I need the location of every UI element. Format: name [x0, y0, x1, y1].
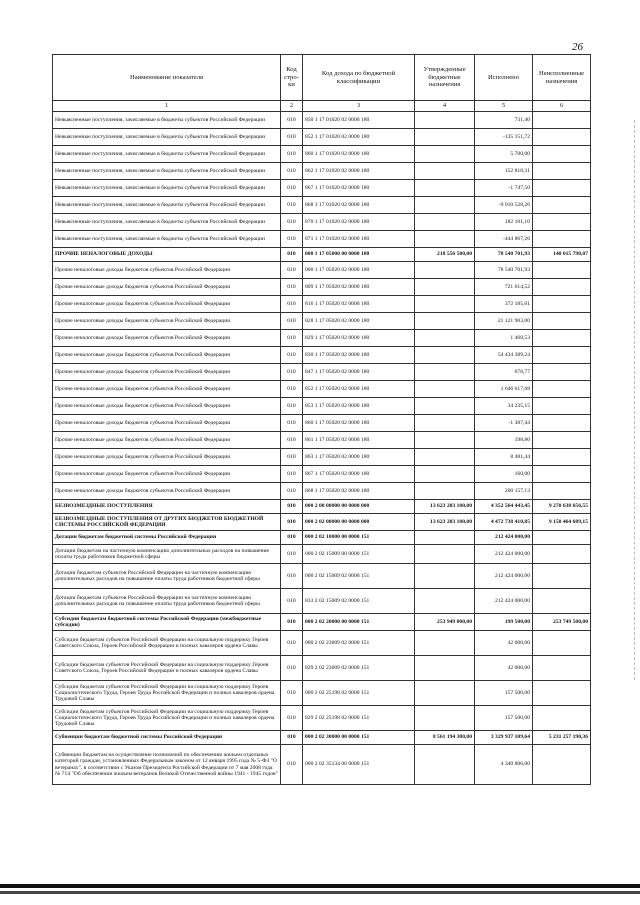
approved-amount: [415, 163, 475, 180]
row-code: 010: [281, 180, 303, 197]
table-row: [53, 129, 591, 146]
row-name: ПРОЧИЕ НЕНАЛОГОВЫЕ ДОХОДЫ: [53, 248, 281, 262]
row-code: 010: [281, 214, 303, 231]
unexecuted-amount: [533, 163, 591, 180]
row-name: Субсидии бюджетам субъектов Российской Федерации на социальную поддержку Героев Советского Союза, Героев Российской Федерации и полных кавалеров ордена Славы: [53, 656, 281, 681]
income-code: 868 1 17 05020 02 0000 180: [303, 483, 415, 500]
executed-amount: 78 540 701,93: [475, 248, 533, 262]
income-code: 852 1 17 01020 02 0000 180: [303, 129, 415, 146]
income-code: 867 1 17 05020 02 0000 180: [303, 466, 415, 483]
approved-amount: [415, 545, 475, 564]
table-row: [53, 296, 591, 313]
table-row: [53, 681, 591, 706]
row-code: 010: [281, 731, 303, 745]
row-code: 010: [281, 398, 303, 415]
header-row: [53, 55, 591, 101]
table-row: [53, 466, 591, 483]
scan-edge-line: [634, 120, 636, 680]
income-code: 000 2 02 20000 00 0000 151: [303, 614, 415, 631]
approved-amount: [415, 231, 475, 248]
row-name: Прочие неналоговые доходы бюджетов субъектов Российской Федерации: [53, 415, 281, 432]
table-row: [53, 180, 591, 197]
row-code: 010: [281, 129, 303, 146]
approved-amount: [415, 296, 475, 313]
approved-amount: [415, 197, 475, 214]
income-code: 861 1 17 05020 02 0000 180: [303, 432, 415, 449]
table-row: [53, 231, 591, 248]
income-code: 000 2 02 23009 02 0000 151: [303, 631, 415, 656]
row-name: Дотации бюджетам бюджетной системы Российской Федерации: [53, 531, 281, 545]
income-code: 000 1 17 05020 02 0000 180: [303, 262, 415, 279]
income-code: 829 2 02 23009 02 0000 151: [303, 656, 415, 681]
income-code: 852 1 17 05020 02 0000 180: [303, 381, 415, 398]
executed-amount: 200 157,13: [475, 483, 533, 500]
table-row: [53, 112, 591, 129]
income-code: 860 1 17 05020 02 0000 180: [303, 415, 415, 432]
approved-amount: [415, 180, 475, 197]
income-code: 850 1 17 01020 02 0000 180: [303, 112, 415, 129]
row-code: 010: [281, 262, 303, 279]
income-code: 862 1 17 01020 02 0000 180: [303, 163, 415, 180]
table-row: [53, 706, 591, 731]
row-name: Невыясненные поступления, зачисляемые в бюджеты субъектов Российской Федерации: [53, 197, 281, 214]
income-code: 809 1 17 05020 02 0000 180: [303, 279, 415, 296]
row-name: Дотации бюджетам субъектов Российской Федерации на частичную компенсацию дополнительных расходов на повышение оплаты труда работников бюджетной сферы: [53, 589, 281, 614]
row-code: 010: [281, 279, 303, 296]
executed-amount: 4 340 806,00: [475, 745, 533, 785]
executed-amount: 678,77: [475, 364, 533, 381]
income-code: 000 2 00 00000 00 0000 000: [303, 500, 415, 514]
approved-amount: [415, 483, 475, 500]
table-row: [53, 514, 591, 531]
table-row: [53, 347, 591, 364]
income-code: 000 2 02 00000 00 0000 000: [303, 514, 415, 531]
executed-amount: 42 000,00: [475, 656, 533, 681]
table-row: [53, 564, 591, 589]
approved-amount: [415, 564, 475, 589]
row-name: Дотации бюджетам на частичную компенсацию дополнительных расходов на повышение оплаты труда работников бюджетной сферы: [53, 545, 281, 564]
income-code: 870 1 17 01020 02 0000 180: [303, 214, 415, 231]
executed-amount: 4 472 738 410,85: [475, 514, 533, 531]
table-row: [53, 364, 591, 381]
table-row: [53, 432, 591, 449]
row-name: Прочие неналоговые доходы бюджетов субъектов Российской Федерации: [53, 330, 281, 347]
row-name: Прочие неналоговые доходы бюджетов субъектов Российской Федерации: [53, 432, 281, 449]
row-code: 010: [281, 197, 303, 214]
row-name: Субвенции бюджетам на осуществление полномочий по обеспечению жильем отдельных категорий граждан, установленных Федеральным законом от 12 января 1995 года № 5-ФЗ "О ветеранах", в соответствии с Указом Президента Российской Федерации от 7 мая 2008 года № 714 "Об обеспечении жильем ветеранов Великой Отечественной войны 1941 - 1945 годов": [53, 745, 281, 785]
table-row: [53, 398, 591, 415]
row-code: 010: [281, 681, 303, 706]
unexecuted-amount: 140 015 798,07: [533, 248, 591, 262]
approved-amount: [415, 531, 475, 545]
income-code: 828 1 17 05020 02 0000 180: [303, 313, 415, 330]
row-name: Прочие неналоговые доходы бюджетов субъектов Российской Федерации: [53, 381, 281, 398]
unexecuted-amount: [533, 296, 591, 313]
table-row: [53, 248, 591, 262]
approved-amount: [415, 330, 475, 347]
row-name: Прочие неналоговые доходы бюджетов субъектов Российской Федерации: [53, 296, 281, 313]
column-number: 6: [533, 101, 591, 112]
row-name: Невыясненные поступления, зачисляемые в бюджеты субъектов Российской Федерации: [53, 231, 281, 248]
approved-amount: [415, 589, 475, 614]
unexecuted-amount: [533, 146, 591, 163]
executed-amount: 212 424 000,00: [475, 564, 533, 589]
executed-amount: 54 434 389,24: [475, 347, 533, 364]
executed-amount: -135 151,72: [475, 129, 533, 146]
row-name: Невыясненные поступления, зачисляемые в бюджеты субъектов Российской Федерации: [53, 129, 281, 146]
table-row: [53, 631, 591, 656]
unexecuted-amount: 253 749 500,00: [533, 614, 591, 631]
income-code: 830 1 17 05020 02 0000 180: [303, 347, 415, 364]
row-name: Прочие неналоговые доходы бюджетов субъектов Российской Федерации: [53, 483, 281, 500]
unexecuted-amount: 9 150 464 689,15: [533, 514, 591, 531]
row-name: Прочие неналоговые доходы бюджетов субъектов Российской Федерации: [53, 449, 281, 466]
column-number: 4: [415, 101, 475, 112]
executed-amount: -9 010 528,26: [475, 197, 533, 214]
column-number: 3: [303, 101, 415, 112]
executed-amount: 157 500,00: [475, 681, 533, 706]
unexecuted-amount: [533, 449, 591, 466]
row-code: 010: [281, 432, 303, 449]
unexecuted-amount: [533, 214, 591, 231]
row-code: 010: [281, 466, 303, 483]
income-code: 000 2 02 15009 00 0000 151: [303, 545, 415, 564]
row-name: Субсидии бюджетам субъектов Российской Федерации на социальную поддержку Героев Социалистического Труда, Героев Труда Российской Федерации и полных кавалеров ордена Трудовой Славы: [53, 681, 281, 706]
approved-amount: [415, 656, 475, 681]
table-row: [53, 214, 591, 231]
table-row: [53, 279, 591, 296]
table-row: [53, 146, 591, 163]
table-row: [53, 531, 591, 545]
row-code: 010: [281, 415, 303, 432]
executed-amount: 731,40: [475, 112, 533, 129]
row-code: 010: [281, 564, 303, 589]
row-name: Субсидии бюджетам субъектов Российской Федерации на социальную поддержку Героев Советского Союза, Героев Российской Федерации и полных кавалеров ордена Славы: [53, 631, 281, 656]
executed-amount: -1 387,44: [475, 415, 533, 432]
income-code: 000 2 02 25198 02 0000 151: [303, 681, 415, 706]
row-name: Невыясненные поступления, зачисляемые в бюджеты субъектов Российской Федерации: [53, 214, 281, 231]
table-row: [53, 262, 591, 279]
approved-amount: [415, 364, 475, 381]
report-body: [53, 112, 591, 785]
row-name: Дотации бюджетам субъектов Российской Федерации на частичную компенсацию дополнительных расходов на повышение оплаты труда работников бюджетной сферы: [53, 564, 281, 589]
income-code: 829 1 17 05020 02 0000 180: [303, 330, 415, 347]
row-code: 010: [281, 514, 303, 531]
income-code: 829 2 02 25198 02 0000 151: [303, 706, 415, 731]
income-code: 871 1 17 01020 02 0000 180: [303, 231, 415, 248]
income-code: 000 2 02 30000 00 0000 151: [303, 731, 415, 745]
executed-amount: 199 500,00: [475, 614, 533, 631]
income-code: 816 1 17 05020 02 0000 180: [303, 296, 415, 313]
unexecuted-amount: [533, 381, 591, 398]
row-code: 010: [281, 531, 303, 545]
income-code: 000 2 02 10000 00 0000 151: [303, 531, 415, 545]
unexecuted-amount: [533, 398, 591, 415]
table-row: [53, 500, 591, 514]
page-number: 26: [572, 41, 583, 53]
row-name: Прочие неналоговые доходы бюджетов субъектов Российской Федерации: [53, 313, 281, 330]
table-row: [53, 614, 591, 631]
unexecuted-amount: [533, 656, 591, 681]
unexecuted-amount: [533, 231, 591, 248]
approved-amount: [415, 398, 475, 415]
row-name: БЕЗВОЗМЕЗДНЫЕ ПОСТУПЛЕНИЯ ОТ ДРУГИХ БЮДЖЕТОВ БЮДЖЕТНОЙ СИСТЕМЫ РОССИЙСКОЙ ФЕДЕРАЦИИ: [53, 514, 281, 531]
unexecuted-amount: 9 270 638 656,55: [533, 500, 591, 514]
table-row: [53, 449, 591, 466]
approved-amount: [415, 262, 475, 279]
unexecuted-amount: [533, 631, 591, 656]
unexecuted-amount: [533, 180, 591, 197]
row-code: 010: [281, 656, 303, 681]
income-code: 853 1 17 05020 02 0000 180: [303, 398, 415, 415]
unexecuted-amount: [533, 112, 591, 129]
unexecuted-amount: [533, 745, 591, 785]
table-row: [53, 731, 591, 745]
row-code: 010: [281, 545, 303, 564]
approved-amount: [415, 449, 475, 466]
approved-amount: [415, 214, 475, 231]
header-executed: Исполнено: [475, 55, 533, 101]
row-code: 010: [281, 296, 303, 313]
report-table: [52, 54, 591, 785]
row-name: Прочие неналоговые доходы бюджетов субъектов Российской Федерации: [53, 398, 281, 415]
row-name: Субсидии бюджетам бюджетной системы Российской Федерации (межбюджетные субсидии): [53, 614, 281, 631]
executed-amount: 21 121 903,00: [475, 313, 533, 330]
approved-amount: [415, 466, 475, 483]
row-code: 010: [281, 381, 303, 398]
row-code: 010: [281, 449, 303, 466]
unexecuted-amount: [533, 197, 591, 214]
approved-amount: [415, 432, 475, 449]
table-row: [53, 313, 591, 330]
row-name: Прочие неналоговые доходы бюджетов субъектов Российской Федерации: [53, 364, 281, 381]
unexecuted-amount: [533, 589, 591, 614]
row-code: 010: [281, 330, 303, 347]
row-name: Прочие неналоговые доходы бюджетов субъектов Российской Федерации: [53, 347, 281, 364]
income-code: 000 2 02 15009 02 0000 151: [303, 564, 415, 589]
row-name: Прочие неналоговые доходы бюджетов субъектов Российской Федерации: [53, 466, 281, 483]
executed-amount: 8 481,44: [475, 449, 533, 466]
approved-amount: [415, 279, 475, 296]
unexecuted-amount: [533, 545, 591, 564]
approved-amount: 13 623 203 100,00: [415, 514, 475, 531]
approved-amount: [415, 347, 475, 364]
unexecuted-amount: [533, 681, 591, 706]
executed-amount: 42 000,00: [475, 631, 533, 656]
executed-amount: 160,00: [475, 466, 533, 483]
unexecuted-amount: [533, 330, 591, 347]
row-name: Прочие неналоговые доходы бюджетов субъектов Российской Федерации: [53, 279, 281, 296]
unexecuted-amount: [533, 279, 591, 296]
approved-amount: [415, 706, 475, 731]
row-name: Невыясненные поступления, зачисляемые в бюджеты субъектов Российской Федерации: [53, 112, 281, 129]
row-code: 010: [281, 483, 303, 500]
executed-amount: 157 500,00: [475, 706, 533, 731]
table-row: [53, 483, 591, 500]
unexecuted-amount: [533, 415, 591, 432]
row-code: 010: [281, 631, 303, 656]
row-name: Невыясненные поступления, зачисляемые в бюджеты субъектов Российской Федерации: [53, 180, 281, 197]
row-code: 010: [281, 231, 303, 248]
table-row: [53, 589, 591, 614]
approved-amount: 8 561 194 300,00: [415, 731, 475, 745]
row-name: Невыясненные поступления, зачисляемые в бюджеты субъектов Российской Федерации: [53, 163, 281, 180]
unexecuted-amount: [533, 483, 591, 500]
header-row-code: Код стро-ки: [281, 55, 303, 101]
row-code: 010: [281, 614, 303, 631]
scan-bottom-band: [0, 884, 640, 888]
row-code: 010: [281, 706, 303, 731]
row-code: 010: [281, 347, 303, 364]
unexecuted-amount: [533, 466, 591, 483]
row-code: 010: [281, 163, 303, 180]
header-unexecuted: Неисполненные назначения: [533, 55, 591, 101]
unexecuted-amount: [533, 564, 591, 589]
approved-amount: 253 949 000,00: [415, 614, 475, 631]
approved-amount: [415, 146, 475, 163]
unexecuted-amount: [533, 129, 591, 146]
table-row: [53, 197, 591, 214]
column-number: 1: [53, 101, 281, 112]
executed-amount: 78 540 701,93: [475, 262, 533, 279]
unexecuted-amount: [533, 347, 591, 364]
income-code: 868 1 17 01020 02 0000 180: [303, 197, 415, 214]
executed-amount: 34 235,15: [475, 398, 533, 415]
income-code: 847 1 17 05020 02 0000 180: [303, 364, 415, 381]
table-row: [53, 381, 591, 398]
income-code: 860 1 17 01020 02 0000 180: [303, 146, 415, 163]
approved-amount: [415, 745, 475, 785]
row-code: 010: [281, 500, 303, 514]
executed-amount: 5 700,00: [475, 146, 533, 163]
executed-amount: 1 646 617,68: [475, 381, 533, 398]
column-number: 2: [281, 101, 303, 112]
column-number-row: [53, 101, 591, 112]
unexecuted-amount: [533, 262, 591, 279]
income-code: 863 1 17 05020 02 0000 180: [303, 449, 415, 466]
executed-amount: 152 818,31: [475, 163, 533, 180]
executed-amount: 212 424 000,00: [475, 531, 533, 545]
approved-amount: 13 623 203 100,00: [415, 500, 475, 514]
row-code: 010: [281, 364, 303, 381]
table-row: [53, 415, 591, 432]
approved-amount: [415, 112, 475, 129]
executed-amount: 3 329 937 109,64: [475, 731, 533, 745]
header-indicator-name: Наименование показателя: [53, 55, 281, 101]
income-code: 000 1 17 05000 00 0000 180: [303, 248, 415, 262]
row-name: БЕЗВОЗМЕЗДНЫЕ ПОСТУПЛЕНИЯ: [53, 500, 281, 514]
approved-amount: [415, 631, 475, 656]
approved-amount: [415, 313, 475, 330]
table-row: [53, 745, 591, 785]
executed-amount: -444 867,26: [475, 231, 533, 248]
unexecuted-amount: [533, 313, 591, 330]
row-code: 010: [281, 313, 303, 330]
unexecuted-amount: 5 231 257 190,36: [533, 731, 591, 745]
executed-amount: 372 185,01: [475, 296, 533, 313]
income-code: 000 2 02 35134 00 0000 151: [303, 745, 415, 785]
income-code: 833 2 02 15009 02 0000 151: [303, 589, 415, 614]
approved-amount: [415, 681, 475, 706]
row-name: Прочие неналоговые доходы бюджетов субъектов Российской Федерации: [53, 262, 281, 279]
row-code: 010: [281, 248, 303, 262]
unexecuted-amount: [533, 706, 591, 731]
approved-amount: [415, 381, 475, 398]
approved-amount: [415, 415, 475, 432]
row-code: 010: [281, 589, 303, 614]
executed-amount: -1 747,50: [475, 180, 533, 197]
executed-amount: 182 101,10: [475, 214, 533, 231]
row-code: 010: [281, 112, 303, 129]
table-row: [53, 656, 591, 681]
executed-amount: 721 614,52: [475, 279, 533, 296]
approved-amount: [415, 129, 475, 146]
row-name: Субсидии бюджетам субъектов Российской Федерации на социальную поддержку Героев Социалистического Труда, Героев Труда Российской Федерации и полных кавалеров ордена Трудовой Славы: [53, 706, 281, 731]
table-row: [53, 545, 591, 564]
unexecuted-amount: [533, 432, 591, 449]
row-code: 010: [281, 745, 303, 785]
header-approved: Утвержденные бюджетные назначения: [415, 55, 475, 101]
income-code: 867 1 17 01020 02 0000 180: [303, 180, 415, 197]
executed-amount: 1 468,53: [475, 330, 533, 347]
approved-amount: 218 556 500,00: [415, 248, 475, 262]
executed-amount: 212 424 000,00: [475, 589, 533, 614]
table-row: [53, 330, 591, 347]
unexecuted-amount: [533, 531, 591, 545]
row-name: Невыясненные поступления, зачисляемые в бюджеты субъектов Российской Федерации: [53, 146, 281, 163]
row-code: 010: [281, 146, 303, 163]
scan-bottom-band: [0, 891, 640, 894]
unexecuted-amount: [533, 364, 591, 381]
column-number: 5: [475, 101, 533, 112]
executed-amount: 198,80: [475, 432, 533, 449]
executed-amount: 4 352 564 443,45: [475, 500, 533, 514]
row-name: Субвенции бюджетам бюджетной системы Российской Федерации: [53, 731, 281, 745]
table-row: [53, 163, 591, 180]
executed-amount: 212 424 000,00: [475, 545, 533, 564]
header-income-code: Код дохода по бюджетной классификации: [303, 55, 415, 101]
